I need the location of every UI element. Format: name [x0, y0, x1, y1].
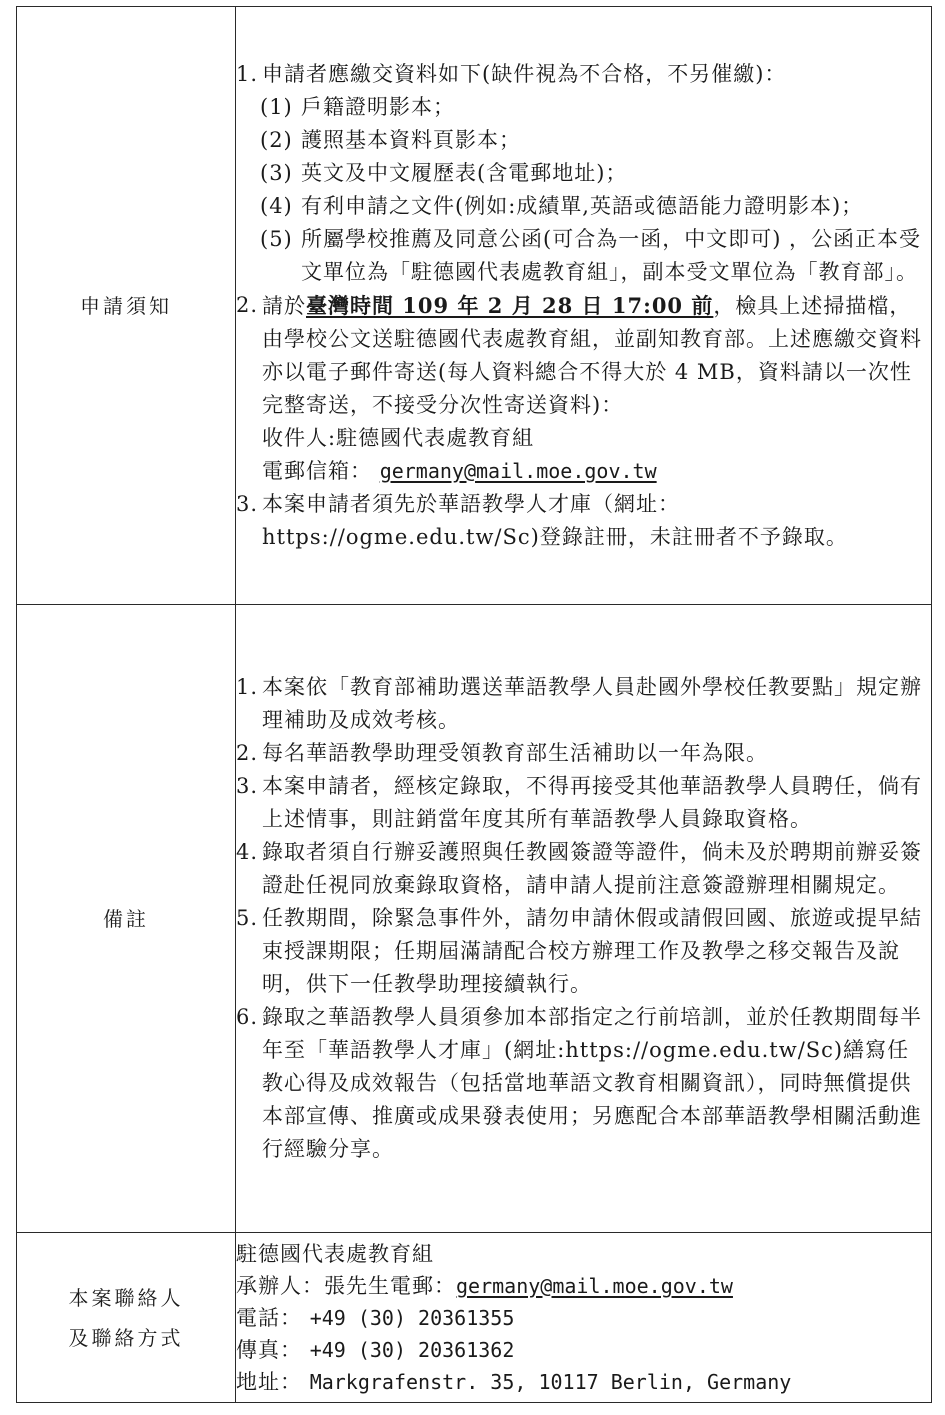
contact-email-link[interactable]: germany@mail.moe.gov.tw — [456, 1273, 733, 1298]
recipient-line: 收件人:駐德國代表處教育組 — [262, 425, 535, 450]
email-link[interactable]: germany@mail.moe.gov.tw — [379, 458, 657, 483]
document-sheet — [16, 6, 932, 1403]
application-item-1: 1. 申請者應繳交資料如下(缺件視為不合格，不另催繳)： — [236, 61, 787, 86]
remarks-item: 5. 任教期間，除緊急事件外，請勿申請休假或請假回國、旅遊或提早結束授課期限；任期屆滿請配合校方辦理工作及教學之移交報告及說明，供下一任教學助理接續執行。 — [236, 906, 922, 996]
remarks-content — [236, 605, 932, 1233]
contact-address: Markgrafenstr. 35, 10117 Berlin, Germany — [309, 1369, 792, 1394]
application-subitem: (4) 有利申請之文件(例如:成績單,英語或德語能力證明影本)； — [260, 193, 864, 218]
application-subitem: (3) 英文及中文履歷表(含電郵地址)； — [260, 160, 628, 185]
application-subitem: (5) 所屬學校推薦及同意公函(可合為一函，中文即可) ，公函正本受文單位為「駐德國代表處教育組」，副本受文單位為「教育部」。 — [260, 226, 922, 284]
contact-label: 本案聯絡人 及聯絡方式 — [17, 1233, 236, 1403]
remarks-label: 備註 — [17, 605, 236, 1233]
application-subitem: (1) 戶籍證明影本； — [260, 94, 455, 119]
application-row — [17, 7, 932, 605]
application-item-1-text: 申請者應繳交資料如下(缺件視為不合格，不另催繳)： — [262, 61, 787, 86]
contact-fax: +49 (30) 20361362 — [309, 1337, 515, 1362]
contact-handler-line: 承辦人：張先生電郵：germany@mail.moe.gov.tw — [236, 1273, 733, 1298]
info-table — [16, 6, 932, 1403]
contact-content — [236, 1233, 932, 1403]
remarks-item: 6. 錄取之華語教學人員須參加本部指定之行前培訓，並於任教期間每半年至「華語教學人才庫」(網址:https://ogme.edu.tw/Sc)繕寫任教心得及成效報告（包括當地華語文教育相關資訊），同時無償提供本部宣傳、推廣或成果發表使用；另應配合本部華語教學相關活動進行經驗分享。 — [236, 1005, 922, 1161]
deadline-text: 臺灣時間 109 年 2 月 28 日 17:00 前 — [306, 292, 714, 318]
application-item-2: 2. 請於臺灣時間 109 年 2 月 28 日 17:00 前，檢具上述掃描檔，由學校公文送駐德國代表處教育組，並副知教育部。上述應繳交資料亦以電子郵件寄送(每人資料總合不得大於 4 MB，資料請以一次性完整寄送，不接受分次性寄送資料)： — [236, 292, 922, 417]
application-label: 申請須知 — [17, 7, 236, 605]
remarks-item: 3. 本案申請者，經核定錄取，不得再接受其他華語教學人員聘任，倘有上述情事，則註銷當年度其所有華語教學人員錄取資格。 — [236, 774, 922, 831]
application-content — [236, 7, 932, 605]
contact-fax-line: 傳真： +49 (30) 20361362 — [236, 1337, 515, 1362]
remarks-item: 4. 錄取者須自行辦妥護照與任教國簽證等證件，倘未及於聘期前辦妥簽證赴任視同放棄錄取資格，請申請人提前注意簽證辦理相關規定。 — [236, 840, 922, 897]
remarks-row — [17, 605, 932, 1233]
contact-org: 駐德國代表處教育組 — [236, 1241, 434, 1266]
remarks-item: 2. 每名華語教學助理受領教育部生活補助以一年為限。 — [236, 741, 768, 765]
email-line: 電郵信箱： germany@mail.moe.gov.tw — [262, 458, 657, 483]
application-subitem: (2) 護照基本資料頁影本； — [260, 127, 521, 152]
remarks-item: 1. 本案依「教育部補助選送華語教學人員赴國外學校任教要點」規定辦理補助及成效考核。 — [236, 675, 922, 732]
contact-row — [17, 1233, 932, 1403]
contact-address-line: 地址： Markgrafenstr. 35, 10117 Berlin, Germany — [236, 1369, 792, 1394]
contact-phone-line: 電話： +49 (30) 20361355 — [236, 1305, 515, 1330]
contact-phone: +49 (30) 20361355 — [309, 1305, 515, 1330]
application-item-3: 3. 本案申請者須先於華語教學人才庫（網址：https://ogme.edu.tw/Sc)登錄註冊，未註冊者不予錄取。 — [236, 491, 848, 549]
